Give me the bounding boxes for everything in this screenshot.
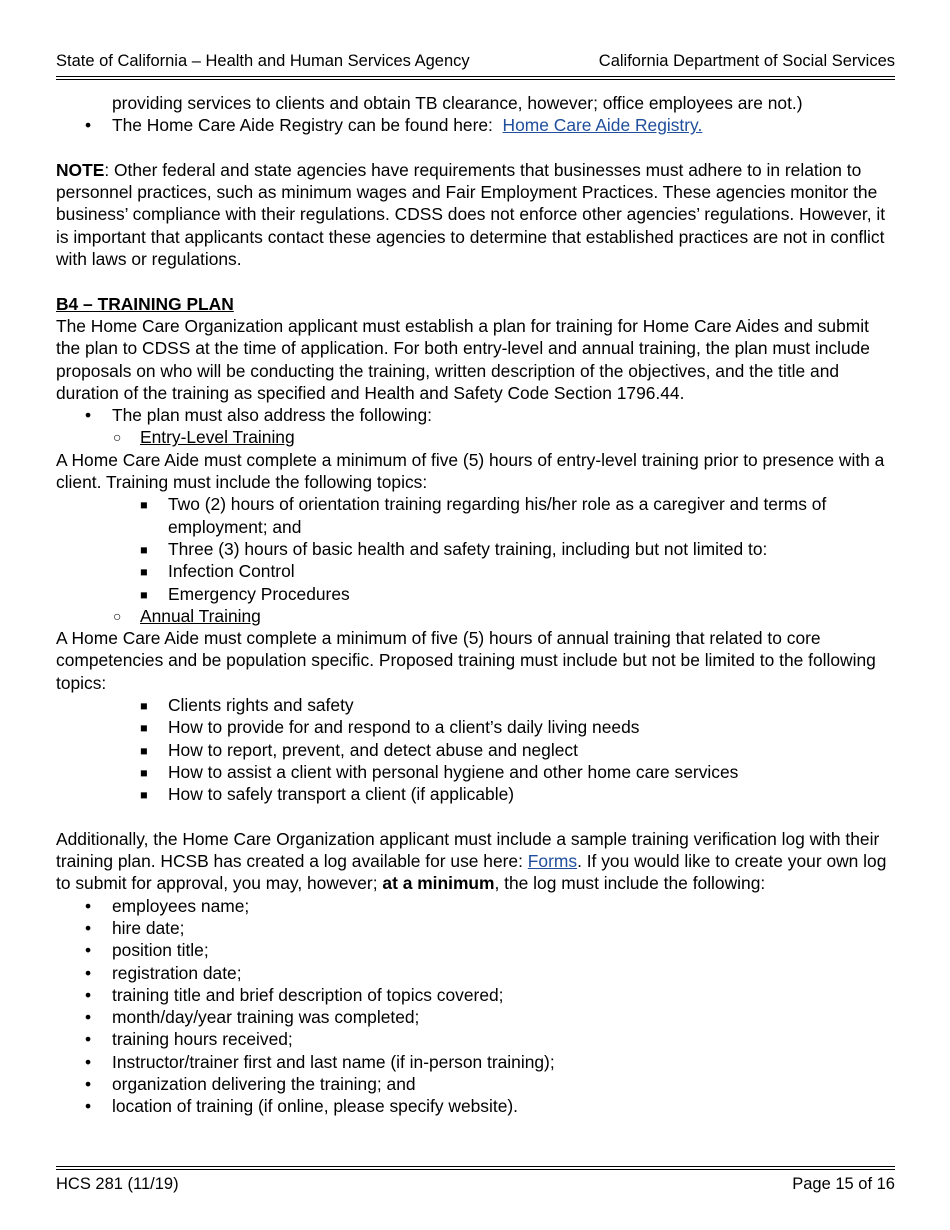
list-item: • Instructor/trainer first and last name (if in-person training); (85, 1051, 555, 1072)
footer-rule-bottom (56, 1169, 895, 1170)
note-text: : Other federal and state agencies have requirements that businesses must adhere to in relation to personnel practices, such as minimum wages and Fair Employment Practices. These agencies monitor the business’ compliance with their regulations. CDSS does not enforce other agencies’ regulations. However, it is important that applicants contact these agencies to determine that established practices are not in conflict with laws or regulations. (56, 159, 886, 270)
annual-subheading: ○ Annual Training (113, 605, 261, 626)
list-item: ■ How to report, prevent, and detect abuse and neglect (140, 739, 578, 760)
list-item: • hire date; (85, 917, 185, 938)
list-item: ■ How to assist a client with personal hygiene and other home care services (140, 761, 739, 782)
page-header (56, 52, 895, 74)
form-number: HCS 281 (11/19) (56, 1175, 179, 1193)
list-item: ■ How to safely transport a client (if applicable) (140, 784, 515, 805)
list-item: • employees name; (85, 895, 250, 916)
list-item: • training title and brief description of topics covered; (85, 984, 504, 1005)
continued-line: providing services to clients and obtain TB clearance, however; office employees are not.) (112, 93, 803, 113)
entry-level-subheading: ○ Entry-Level Training (113, 427, 295, 448)
list-item: • location of training (if online, please specify website). (85, 1096, 518, 1117)
registry-text: The Home Care Aide Registry can be found here: (112, 115, 493, 136)
list-item: • The Home Care Aide Registry can be found here: Home Care Aide Registry. (85, 115, 703, 136)
page-number: Page 15 of 16 (792, 1175, 895, 1193)
list-item: • month/day/year training was completed; (85, 1007, 420, 1028)
entry-level-text: A Home Care Aide must complete a minimum of five (5) hours of entry-level training prior to presence with a client. Training must include the following topics: (56, 449, 885, 493)
list-item: • The plan must also address the following: (85, 405, 432, 426)
list-item: ■ Emergency Procedures (140, 583, 350, 604)
list-item: • registration date; (85, 962, 242, 983)
list-item: ■ Clients rights and safety (140, 695, 354, 716)
header-department: California Department of Social Services (598, 52, 895, 70)
address-text: The plan must also address the following: (112, 405, 432, 426)
registry-link[interactable]: Home Care Aide Registry. (502, 115, 703, 136)
note-label: NOTE (56, 159, 105, 180)
list-item: • organization delivering the training; and (85, 1074, 416, 1095)
list-item: • training hours received; (85, 1029, 293, 1050)
list-item: ■ Two (2) hours of orientation training regarding his/her role as a caregiver and terms of employment; and (140, 494, 827, 537)
document-body (56, 92, 896, 1118)
b4-intro: The Home Care Organization applicant must establish a plan for training for Home Care Aides and submit the plan to CDSS at the time of application. For both entry-level and annual training, the plan must include proposals on who will be conducting the training, written description of the objectives, and the title and duration of the training as specified and Health and Safety Code Section 1796.44. (56, 315, 870, 403)
header-rule-top (56, 76, 895, 77)
list-item: • position title; (85, 940, 209, 961)
header-agency: State of California – Health and Human Services Agency (56, 52, 470, 70)
forms-link[interactable]: Forms (527, 851, 578, 872)
annual-text: A Home Care Aide must complete a minimum of five (5) hours of annual training that related to core competencies and be population specific. Proposed training must include but not be limited to the following topics: (56, 628, 876, 693)
list-item: ■ How to provide for and respond to a client’s daily living needs (140, 717, 640, 738)
log-paragraph: Additionally, the Home Care Organization applicant must include a sample training verification log with their training plan. HCSB has created a log available for use here: Forms. If you would like to create your own log to submit for approval, you may, however; at a minimum, the log must include the following: (56, 828, 887, 894)
section-heading: B4 – TRAINING PLAN (56, 293, 234, 314)
list-item: ■ Infection Control (140, 561, 295, 582)
list-item: ■ Three (3) hours of basic health and safety training, including but not limited to: (140, 538, 768, 559)
footer-rule-top (56, 1166, 895, 1167)
note-paragraph (56, 159, 896, 270)
header-rule-bottom (56, 79, 895, 80)
